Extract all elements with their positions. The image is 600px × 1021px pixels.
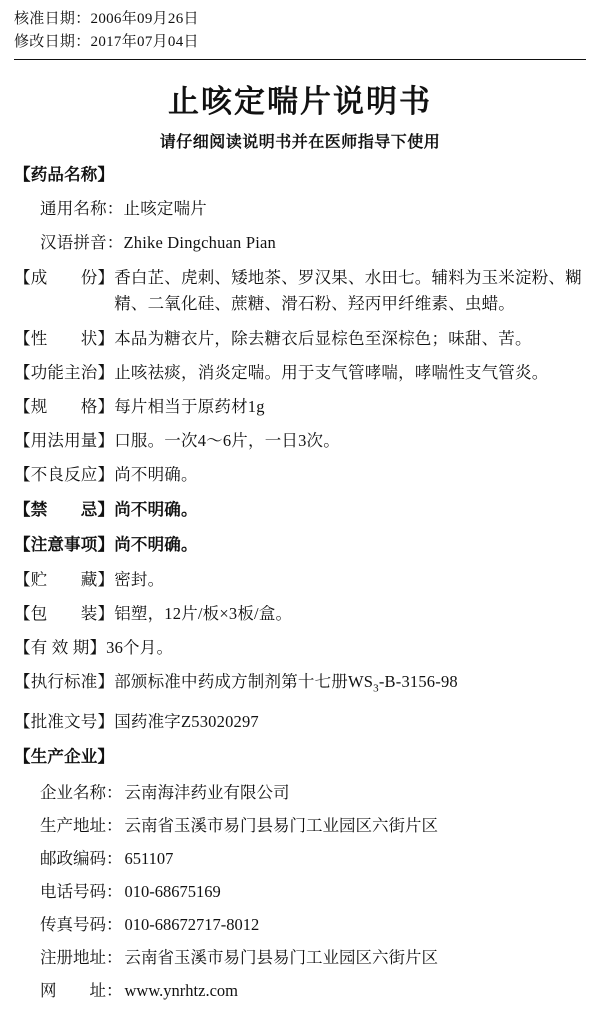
section-key: 【功能主治】: [14, 363, 115, 382]
section-value: 尚不明确。: [114, 500, 198, 519]
field-company-name: [14, 780, 586, 806]
page-title: 止咳定喘片说明书: [168, 84, 432, 120]
section-key: 【生产企业】: [14, 747, 115, 767]
section-dosage: [14, 428, 586, 454]
section-contraindications: [14, 497, 586, 523]
section-value: 尚不明确。: [114, 465, 198, 484]
field-value: 止咳定喘片: [123, 199, 207, 218]
header-dates: [14, 8, 586, 54]
field-fax-number: [14, 912, 586, 938]
field-value: 云南省玉溪市易门县易门工业园区六街片区: [124, 948, 438, 968]
field-key: 邮政编码：: [40, 849, 123, 869]
field-key: 网 址：: [40, 981, 123, 1001]
section-value: 止咳祛痰，消炎定喘。用于支气管哮喘，哮喘性支气管炎。: [114, 363, 549, 382]
section-key: 【有 效 期】: [14, 638, 107, 657]
field-key: 汉语拼音：: [40, 233, 124, 252]
field-key: 生产地址：: [40, 816, 123, 836]
section-key: 【注意事项】: [14, 535, 115, 554]
section-value: 每片相当于原药材1g: [114, 397, 265, 416]
section-value: 尚不明确。: [114, 535, 198, 554]
section-key: 【贮 藏】: [14, 570, 115, 589]
field-value: 云南海沣药业有限公司: [124, 783, 290, 803]
field-value: 651107: [124, 849, 174, 869]
field-key: 企业名称：: [40, 783, 123, 803]
field-website: [14, 978, 586, 1004]
field-key: 通用名称：: [40, 199, 124, 218]
section-packaging: [14, 601, 586, 627]
approval-date-row: [14, 8, 586, 31]
approval-date-value: 2006年09月26日: [90, 11, 199, 27]
section-value: 口服。一次4～6片，一日3次。: [114, 431, 340, 450]
standard-suffix: -B-3156-98: [378, 672, 458, 691]
section-approval-number: [14, 709, 586, 735]
section-key: 【不良反应】: [14, 465, 115, 484]
section-key: 【性 状】: [14, 329, 115, 348]
field-value: 010-68675169: [124, 882, 221, 902]
section-key: 【禁 忌】: [14, 500, 115, 519]
section-value: 本品为糖衣片，除去糖衣后显棕色至深棕色；味甜、苦。: [114, 329, 532, 348]
section-adverse-reactions: [14, 462, 586, 488]
section-value: 铝塑，12片/板×3板/盒。: [114, 604, 293, 623]
revision-date-value: 2017年07月04日: [90, 34, 199, 50]
field-value: Zhike Dingchuan Pian: [123, 233, 276, 252]
section-shelf-life: [14, 635, 586, 661]
section-key: 【成 份】: [14, 268, 115, 287]
header-divider: [14, 59, 586, 60]
section-value: 香白芷、虎刺、矮地茶、罗汉果、水田七。辅料为玉米淀粉、糊精、二氧化硅、蔗糖、滑石粉、羟丙甲纤维素、虫蜡。: [114, 268, 582, 313]
section-precautions: [14, 532, 586, 558]
section-ingredients: [14, 265, 586, 317]
section-key: 【包 装】: [14, 604, 115, 623]
section-manufacturer-heading: [14, 744, 586, 770]
section-value: 国药准字Z53020297: [114, 712, 259, 732]
field-key: 传真号码：: [40, 915, 123, 935]
section-value: 密封。: [114, 570, 165, 589]
field-registered-address: [14, 945, 586, 971]
field-value: 云南省玉溪市易门县易门工业园区六街片区: [124, 816, 438, 836]
field-generic-name: [14, 196, 586, 222]
field-value: 010-68672717-8012: [124, 915, 260, 935]
section-value: 36个月。: [106, 638, 174, 657]
section-key: 【规 格】: [14, 397, 115, 416]
standard-prefix: 部颁标准中药成方制剂第十七册WS: [114, 672, 374, 691]
field-postal-code: [14, 846, 586, 872]
approval-date-label: 核准日期：: [14, 11, 91, 27]
standard-subscript: 3: [373, 682, 379, 695]
section-drug-name-heading: [14, 162, 586, 188]
field-production-address: [14, 813, 586, 839]
revision-date-label: 修改日期：: [14, 34, 91, 50]
section-indications: [14, 360, 586, 386]
section-key: 【用法用量】: [14, 431, 115, 450]
field-phone-number: [14, 879, 586, 905]
field-key: 注册地址：: [40, 948, 123, 968]
section-storage: [14, 567, 586, 593]
section-key: 【药品名称】: [14, 165, 115, 184]
field-value: www.ynrhtz.com: [124, 981, 238, 1001]
section-appearance: [14, 326, 586, 352]
field-pinyin: [14, 230, 586, 256]
section-value: [114, 669, 586, 701]
section-standard: [14, 669, 586, 701]
revision-date-row: [14, 31, 586, 54]
section-key: 【批准文号】: [14, 712, 115, 732]
page-subtitle: 请仔细阅读说明书并在医师指导下使用: [159, 134, 441, 151]
section-key: 【执行标准】: [14, 672, 115, 691]
field-key: 电话号码：: [40, 882, 123, 902]
section-specification: [14, 394, 586, 420]
